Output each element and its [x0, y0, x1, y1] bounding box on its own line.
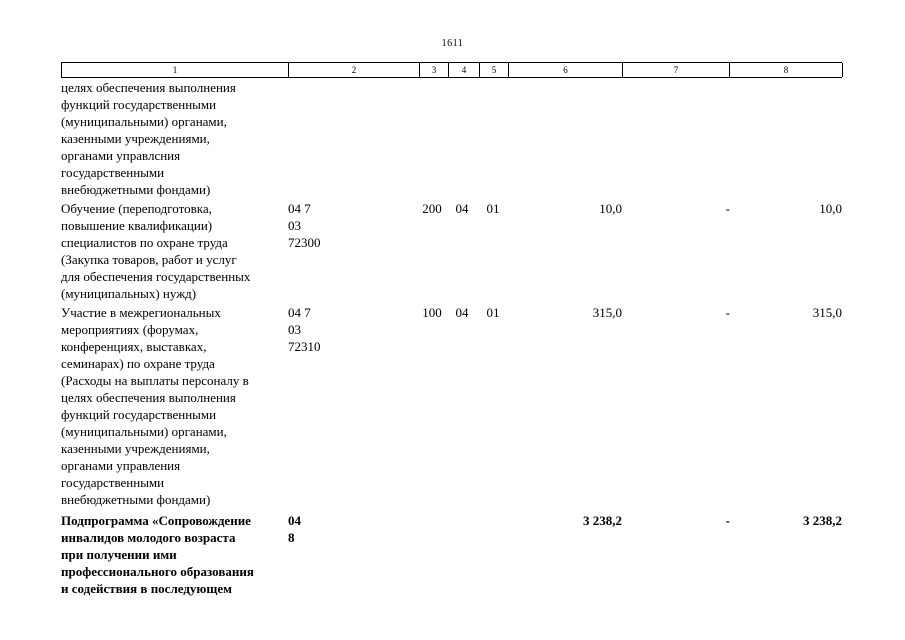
expense-type: 200: [422, 201, 442, 216]
amount-total: 10,0: [599, 201, 622, 216]
amount-federal: -: [725, 513, 730, 528]
description-line: (муниципальных) нужд): [61, 286, 197, 301]
column-number-4: 4: [448, 63, 479, 77]
table-header-row: [61, 62, 842, 78]
amount-federal: -: [725, 201, 730, 216]
description-line: (Расходы на выплаты персоналу в: [61, 373, 249, 388]
amount-federal: -: [725, 305, 730, 320]
description-line: органами управления: [61, 458, 181, 473]
description-line: государственными: [61, 475, 165, 490]
row-description: [61, 200, 287, 302]
subsection-code: 01: [486, 201, 500, 216]
description-line: семинарах) по охране труда: [61, 356, 215, 371]
amount-regional: 315,0: [812, 305, 842, 320]
budget-code: 04 8: [288, 513, 305, 545]
description-line: органами управлсния: [61, 148, 181, 163]
column-number-3: 3: [419, 63, 448, 77]
row-description: [61, 304, 287, 508]
description-line: функций государственными: [61, 407, 217, 422]
expense-type: 100: [422, 305, 442, 320]
column-number-6: 6: [508, 63, 622, 77]
description-line: Участие в межрегиональных: [61, 305, 221, 320]
page-number: 1611: [441, 38, 464, 49]
description-line: специалистов по охране труда: [61, 235, 228, 250]
section-code: 04: [455, 305, 469, 320]
budget-code: 04 7 03 72310: [288, 305, 321, 354]
column-number-7: 7: [622, 63, 729, 77]
description-line: (Закупка товаров, работ и услуг: [61, 252, 237, 267]
section-code: 04: [455, 201, 469, 216]
description-line: Обучение (переподготовка,: [61, 201, 212, 216]
description-line: и содействия в последующем: [61, 581, 232, 596]
subsection-code: 01: [486, 305, 500, 320]
description-line: казенными учреждениями,: [61, 131, 210, 146]
description-line: мероприятиях (форумах,: [61, 322, 199, 337]
description-line: внебюджетными фондами): [61, 492, 211, 507]
column-number-2: 2: [288, 63, 419, 77]
description-line: (муниципальными) органами,: [61, 424, 227, 439]
description-line: (муниципальными) органами,: [61, 114, 227, 129]
description-line: целях обеспечения выполнения: [61, 80, 236, 95]
amount-regional: 10,0: [819, 201, 842, 216]
column-number-8: 8: [729, 63, 843, 77]
description-line: повышение квалификации): [61, 218, 213, 233]
description-line: Подпрограмма «Сопровождение: [61, 513, 251, 528]
description-line: при получении ими: [61, 547, 177, 562]
description-line: конференциях, выставках,: [61, 339, 207, 354]
description-line: внебюджетными фондами): [61, 182, 211, 197]
amount-regional: 3 238,2: [803, 513, 842, 528]
column-number-1: 1: [61, 63, 288, 77]
amount-total: 315,0: [592, 305, 622, 320]
amount-total: 3 238,2: [583, 513, 622, 528]
description-line: целях обеспечения выполнения: [61, 390, 236, 405]
description-line: казенными учреждениями,: [61, 441, 210, 456]
column-number-5: 5: [479, 63, 508, 77]
row-description: [61, 79, 287, 198]
budget-code: 04 7 03 72300: [288, 201, 321, 250]
description-line: функций государственными: [61, 97, 217, 112]
description-line: профессионального образования: [61, 564, 254, 579]
description-line: инвалидов молодого возраста: [61, 530, 236, 545]
row-description: [61, 512, 287, 597]
description-line: государственными: [61, 165, 165, 180]
description-line: для обеспечения государственных: [61, 269, 251, 284]
